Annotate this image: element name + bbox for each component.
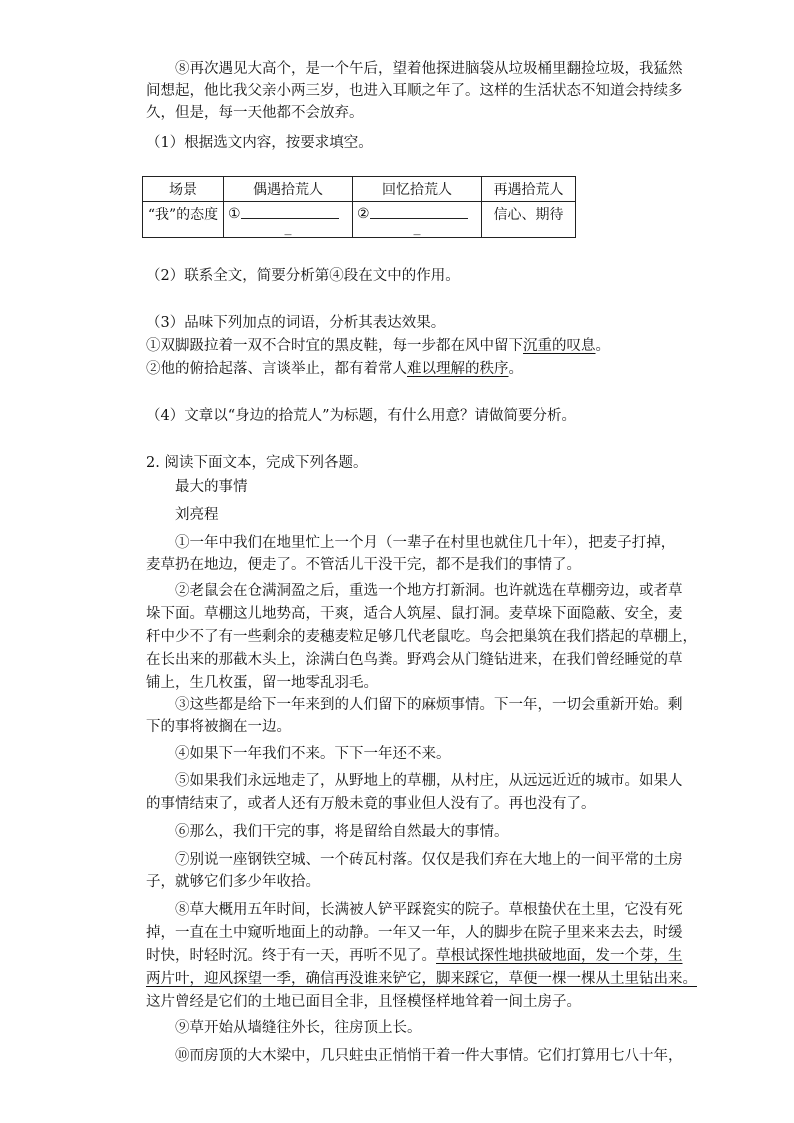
para-1-line-1: ①一年中我们在地里忙上一个月（一辈子在村里也就住几十年），把麦子打掉，: [175, 535, 676, 551]
para-7-line-1: ⑦别说一座钢铁空城、一个砖瓦村落。仅仅是我们弃在大地上的一间平常的土房: [175, 852, 683, 868]
para-5-line-1: ⑤如果我们永远地走了，从野地上的草棚，从村庄，从远远近近的城市。如果人: [175, 773, 683, 789]
answer-blank-2[interactable]: [370, 204, 468, 219]
section-2-header: 2. 阅读下面文本，完成下列各题。: [146, 455, 368, 471]
para-2-line-4: 在长出来的那截木头上，涂满白色鸟粪。野鸡会从门缝钻进来，在我们曾经睡觉的草: [146, 652, 683, 668]
para-6-line-1: ⑥那么，我们干完的事，将是留给自然最大的事情。: [175, 824, 509, 840]
table-row: [143, 202, 576, 238]
blank-tail-1: _: [284, 220, 292, 237]
p8-line-3: 久，但是，每一天他都不会放弃。: [146, 105, 364, 121]
para-1-line-2: 麦草扔在地边，便走了。不管活儿干没干完，都不是我们的事情了。: [146, 557, 581, 573]
blank-cell-1: [224, 202, 353, 238]
para-8-line-2: 掉，一直在土中窥听地面上的动静。一年又一年，人的脚步在院子里来来去去，时缓: [146, 925, 683, 941]
para-8-line-1: ⑧草大概用五年时间，长满被人铲平踩瓷实的院子。草根蛰伏在土里，它没有死: [175, 902, 683, 918]
para-2-line-2: 垛下面。草棚这儿地势高，干爽，适合人筑屋、鼠打洞。麦草垛下面隐蔽、安全，麦: [146, 606, 683, 622]
answer-blank-1[interactable]: [241, 204, 339, 219]
para-7-line-2: 子，就够它们多少年收拾。: [146, 874, 320, 890]
item-a-underlined: 沉重的叹息: [523, 338, 596, 354]
fill-in-table: [142, 176, 576, 238]
para-8-line-3-text: 时快，时轻时沉。终于有一天，再听不见了。: [146, 948, 436, 964]
para-8-line-3: [146, 946, 683, 966]
blank-tail-2: _: [413, 220, 421, 237]
para-2-line-1: ②老鼠会在仓满洞盈之后，重选一个地方打新洞。也许就选在草棚旁边，或者草: [175, 583, 683, 599]
table-header-cell: 回忆拾荒人: [353, 177, 482, 202]
para-5-line-2: 的事情结束了，或者人还有万般未竟的事业但人没有了。再也没有了。: [146, 796, 596, 812]
p8-line-2: 间想起，他比我父亲小两三岁，也进入耳顺之年了。这样的生活状态不知道会持续多: [146, 83, 683, 99]
blank-cell-2: [353, 202, 482, 238]
attitude-cell: 信心、期待: [482, 202, 576, 238]
blank-number-2: ②: [357, 206, 370, 223]
item-a-end: 。: [595, 338, 610, 354]
table-header-cell: 场景: [143, 177, 224, 202]
para-3-line-1: ③这些都是给下一年来到的人们留下的麻烦事情。下一年，一切会重新开始。剩: [175, 697, 683, 713]
table-header-row: [143, 177, 576, 202]
question-3-item-a: [146, 336, 610, 356]
p8-line-1: ⑧再次遇见大高个，是一个午后，望着他探进脑袋从垃圾桶里翻捡垃圾，我猛然: [175, 61, 683, 77]
para-2-line-3: 秆中少不了有一些剩余的麦穗麦粒足够几代老鼠吃。鸟会把巢筑在我们搭起的草棚上，: [146, 629, 697, 645]
article-author: 刘亮程: [175, 507, 219, 523]
para-8-underlined-start: 草根试探性地拱破地面，发一个芽，生: [436, 948, 683, 964]
article-title: 最大的事情: [175, 479, 248, 495]
table-header-cell: 偶遇拾荒人: [224, 177, 353, 202]
question-4: （4）文章以“身边的拾荒人”为标题，有什么用意？请做简要分析。: [146, 408, 577, 424]
para-2-line-5: 铺上，生几枚蛋，留一地零乱羽毛。: [146, 675, 378, 691]
question-1-prompt: （1）根据选文内容，按要求填空。: [146, 135, 373, 151]
item-b-underlined: 难以理解的秩序: [407, 361, 509, 377]
para-10-line-1: ⑩而房顶的大木梁中，几只蛀虫正悄悄干着一件大事情。它们打算用七八十年，: [175, 1048, 683, 1064]
table-header-cell: 再遇拾荒人: [482, 177, 576, 202]
item-a-text: ①双脚趿拉着一双不合时宜的黑皮鞋，每一步都在风中留下: [146, 338, 523, 354]
blank-number-1: ①: [228, 206, 241, 223]
item-b-text: ②他的俯拾起落、言谈举止，都有着常人: [146, 361, 407, 377]
question-3-item-b: [146, 359, 523, 379]
row-label: “我”的态度: [143, 202, 224, 238]
para-4-line-1: ④如果下一年我们不来。下下一年还不来。: [175, 746, 451, 762]
item-b-end: 。: [508, 361, 523, 377]
para-8-line-5: 这片曾经是它们的土地已面目全非，且怪模怪样地耸着一间土房子。: [146, 994, 581, 1010]
para-3-line-2: 下的事将被搁在一边。: [146, 719, 291, 735]
question-2: （2）联系全文，简要分析第④段在文中的作用。: [146, 268, 460, 284]
question-3-prompt: （3）品味下列加点的词语，分析其表达效果。: [146, 315, 446, 331]
para-8-underlined-line: 两片叶，迎风探望一季，确信再没谁来铲它，脚来踩它，草便一棵一棵从土里钻出来。: [146, 971, 697, 987]
para-9-line-1: ⑨草开始从墙缝往外长，往房顶上长。: [175, 1020, 422, 1036]
